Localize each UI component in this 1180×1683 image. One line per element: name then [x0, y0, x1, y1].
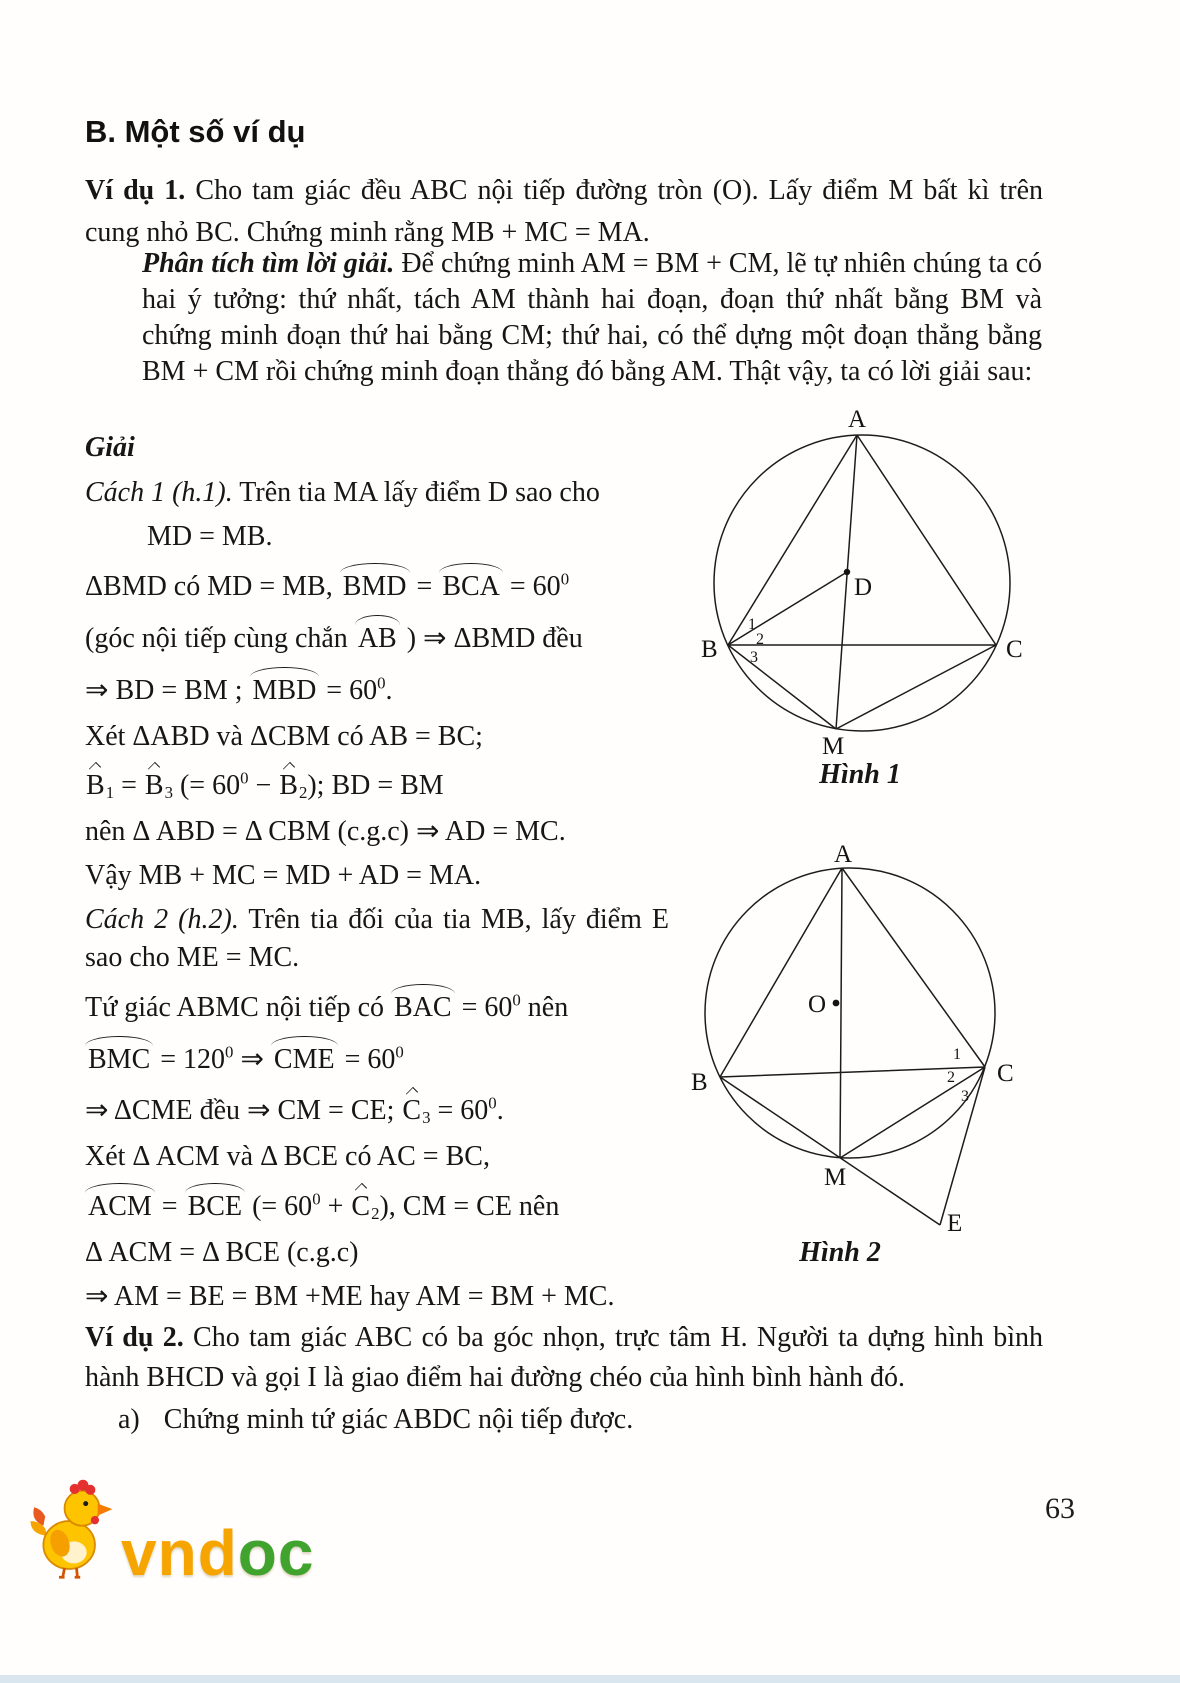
figure-2-drawing [650, 843, 1030, 1235]
solution-line: ⇒ ΔCME đều ⇒ CM = CE; $C_3 = 60^0$. [85, 1087, 669, 1130]
angle-label-2: 2 [947, 1069, 955, 1086]
point-label-m: M [824, 1164, 847, 1191]
point-label-c: C [997, 1060, 1014, 1087]
solution-line: $B_1 = B_3$ (= $60^0 - B_2$); BD = BM [85, 762, 669, 805]
triangle-and-chords [720, 868, 985, 1225]
solution-line: Cách 2 (h.2). Trên tia đối của tia MB, lấy điểm E sao cho ME = MC. [85, 904, 669, 973]
angle-label-3: 3 [750, 649, 758, 666]
solution-line: Δ ACM = Δ BCE (c.g.c) [85, 1237, 359, 1268]
center-label-o: O [808, 991, 827, 1018]
figure-2-caption: Hình 2 [799, 1237, 881, 1268]
point-label-a: A [834, 843, 853, 868]
rooster-mascot-icon [25, 1472, 117, 1584]
wordmark-part-1: vnd [121, 1517, 238, 1590]
solution-line: Xét ΔABD và ΔCBM có AB = BC; [85, 721, 483, 752]
angle-label-1: 1 [953, 1046, 961, 1063]
solution-line: (góc nội tiếp cùng chắn AB ) ⇒ ΔBMD đều [85, 614, 669, 658]
vndoc-wordmark [121, 1517, 315, 1590]
tail-feather [31, 1521, 48, 1536]
solution-line: Cách 1 (h.1). Trên tia MA lấy điểm D sao cho [85, 477, 600, 508]
beak [98, 1504, 113, 1516]
solution-line: ⇒ AM = BE = BM +ME hay AM = BM + MC. [85, 1281, 615, 1312]
point-label-e: E [947, 1210, 963, 1235]
angle-label-3: 3 [961, 1088, 969, 1105]
example2-item-a [118, 1404, 633, 1436]
comb [85, 1485, 95, 1495]
point-label-b: B [691, 1069, 708, 1096]
figure-2 [650, 843, 1030, 1269]
solution-line: ΔBMD có MD = MB, BMD = BCA = $60^0$ [85, 562, 669, 606]
wordmark-part-2: oc [237, 1517, 315, 1590]
solution-line: nên Δ ABD = Δ CBM (c.g.c) ⇒ AD = MC. [85, 816, 566, 847]
point-label-m: M [822, 733, 845, 757]
solution-heading: Giải [85, 432, 135, 463]
example1-statement: Ví dụ 1. Cho tam giác đều ABC nội tiếp đường tròn (O). Lấy điểm M bất kì trên cung nhỏ BC. Chứng minh rằng MB + MC = MA. [85, 175, 1043, 248]
angle-label-2: 2 [756, 631, 764, 648]
page-number: 63 [1045, 1492, 1075, 1525]
wattle [91, 1516, 99, 1524]
point-d-dot [844, 569, 850, 575]
point-label-b: B [701, 636, 718, 663]
solution-line: Vậy MB + MC = MD + AD = MA. [85, 860, 482, 891]
point-label-c: C [1006, 636, 1023, 663]
vndoc-logo [25, 1472, 315, 1590]
eye [83, 1501, 88, 1506]
solution-body [85, 474, 669, 1322]
figure-2-geometry [705, 868, 995, 1225]
example1-analysis: Phân tích tìm lời giải. Để chứng minh AM = BM + CM, lẽ tự nhiên chúng ta có hai ý tưởng: thứ nhất, tách AM thành hai đoạn, đoạn thứ nhất bằng BM và chứng minh đoạn thứ hai bằng CM; thứ hai, có thể dựng một đoạn thẳng bằng BM + CM rồi chứng minh đoạn thẳng đó bằng AM. Thật vậy, ta có lời giải sau: [142, 248, 1042, 387]
example2-statement: Ví dụ 2. Cho tam giác ABC có ba góc nhọn, trực tâm H. Người ta dựng hình bình hành BHCD và gọi I là giao điểm hai đường chéo của hình bình hành đó. [85, 1322, 1043, 1393]
point-label-a: A [848, 406, 867, 433]
center-o-dot [833, 1000, 840, 1007]
point-label-d: D [854, 574, 873, 601]
solution-line: MD = MB. [147, 521, 273, 552]
solution-line: Tứ giác ABMC nội tiếp có BAC = $60^0$ nên [85, 983, 669, 1027]
solution-line: BMC = $120^0$ ⇒ CME = $60^0$ [85, 1035, 669, 1079]
solution-line: Xét Δ ACM và Δ BCE có AC = BC, [85, 1141, 490, 1172]
item-a-text: Chứng minh tứ giác ABDC nội tiếp được. [163, 1404, 634, 1435]
solution-line: ⇒ BD = BM ; MBD = $60^0$. [85, 666, 669, 710]
solution-line: ACM = BCE (= $60^0 + C_2$), CM = CE nên [85, 1182, 669, 1226]
circumscribed-circle [705, 868, 995, 1158]
figure-1-drawing [690, 405, 1030, 757]
item-a-label: a) [118, 1404, 140, 1435]
figure-1-caption: Hình 1 [819, 759, 901, 790]
figure-1 [690, 405, 1030, 791]
section-title: B. Một số ví dụ [85, 114, 306, 149]
angle-label-1: 1 [748, 616, 756, 633]
bottom-strip [0, 1675, 1180, 1683]
